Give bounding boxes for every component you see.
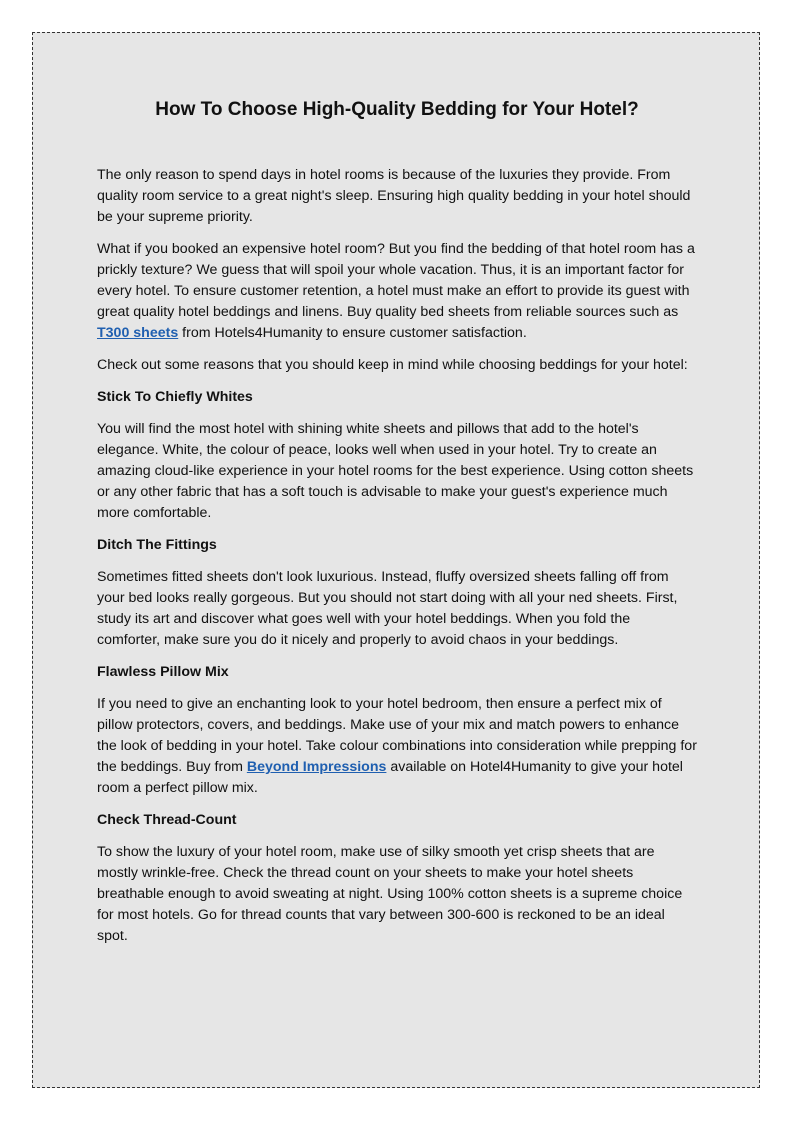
section-body-thread-count: To show the luxury of your hotel room, make use of silky smooth yet crisp sheets that are mostly wrinkle-free. Check the thread count on your sheets to make your hotel sheets breathable enough to avoid sweating at night. Using 100% cotton sheets is a supreme choice for most hotels. Go for thread counts that vary between 300-600 is reckoned to be an ideal spot. (97, 844, 683, 944)
intro-paragraph: The only reason to spend days in hotel rooms is because of the luxuries they provide. From quality room service to a great night's sleep. Ensuring high quality bedding in your hotel should be your supreme priority. (97, 167, 691, 225)
paragraph-2-text-after-link: from Hotels4Humanity to ensure customer satisfaction. (178, 325, 527, 341)
paragraph-2 (97, 239, 697, 344)
document-content (97, 97, 697, 958)
beyond-impressions-link[interactable]: Beyond Impressions (246, 759, 387, 775)
t300-sheets-link[interactable]: T300 sheets (97, 325, 179, 341)
section-heading-pillow-mix: Flawless Pillow Mix (97, 664, 229, 680)
paragraph-2-text-before-link: What if you booked an expensive hotel room? But you find the bedding of that hotel room has a prickly texture? We guess that will spoil your whole vacation. Thus, it is an important factor for every hotel. To ensure customer retention, a hotel must make an effort to provide its guest with great quality hotel beddings and linens. Buy quality bed sheets from reliable sources such as (97, 241, 695, 320)
section-heading-whites: Stick To Chiefly Whites (97, 389, 253, 405)
paragraph-3: Check out some reasons that you should keep in mind while choosing beddings for your hotel: (97, 357, 688, 373)
page-title: How To Choose High-Quality Bedding for Your Hotel? (155, 99, 639, 120)
section-body-whites: You will find the most hotel with shining white sheets and pillows that add to the hotel's elegance. White, the colour of peace, looks well when used in your hotel. Try to create an amazing cloud-like experience in your hotel rooms for the best experience. Using cotton sheets or any other fabric that has a soft touch is advisable to make your guest's experience much more comfortable. (97, 421, 694, 521)
page-frame (32, 32, 760, 1088)
section-heading-fittings: Ditch The Fittings (97, 537, 217, 553)
pillow-mix-text-before-link: If you need to give an enchanting look to your hotel bedroom, then ensure a perfect mix of pillow protectors, covers, and beddings. Make use of your mix and match powers to enhance the look of bedding in your hotel. Take colour combinations into consideration while prepping for the beddings. Buy from (97, 696, 697, 775)
section-heading-thread-count: Check Thread-Count (97, 812, 237, 828)
section-body-fittings: Sometimes fitted sheets don't look luxurious. Instead, fluffy oversized sheets falling off from your bed looks really gorgeous. But you should not start doing with all your ned sheets. First, study its art and discover what goes well with your hotel beddings. When you fold the comforter, make sure you do it nicely and properly to avoid chaos in your beddings. (97, 569, 678, 648)
pillow-mix-text-after-link: available on Hotel4Humanity to give your hotel room a perfect pillow mix. (97, 759, 683, 796)
section-body-pillow-mix (97, 694, 697, 799)
